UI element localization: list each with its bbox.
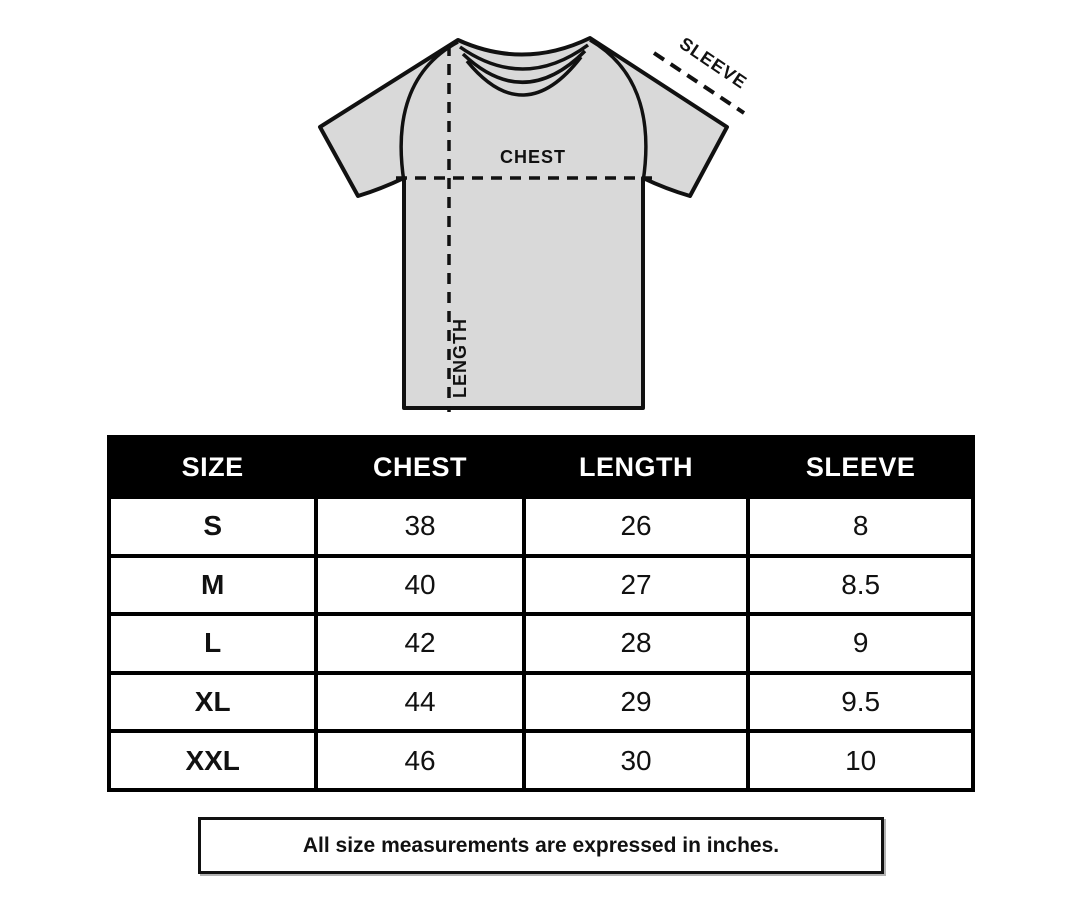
footnote-box: [198, 817, 884, 874]
col-header-length: LENGTH: [524, 437, 749, 497]
table-row: [109, 556, 973, 615]
table-row: [109, 497, 973, 556]
col-header-size: SIZE: [109, 437, 316, 497]
size-cell: XXL: [109, 731, 316, 790]
col-header-chest: CHEST: [316, 437, 523, 497]
sleeve-cell: 10: [748, 731, 973, 790]
sleeve-cell: 8: [748, 497, 973, 556]
table-header-row: [109, 437, 973, 497]
length-cell: 30: [524, 731, 749, 790]
tshirt-diagram: [0, 0, 1080, 430]
chest-cell: 42: [316, 614, 523, 673]
size-table: [107, 435, 975, 792]
length-label: LENGTH: [450, 318, 470, 398]
sleeve-cell: 9: [748, 614, 973, 673]
length-cell: 29: [524, 673, 749, 732]
chest-cell: 46: [316, 731, 523, 790]
size-cell: S: [109, 497, 316, 556]
col-header-sleeve: SLEEVE: [748, 437, 973, 497]
chest-cell: 40: [316, 556, 523, 615]
chest-cell: 44: [316, 673, 523, 732]
length-cell: 28: [524, 614, 749, 673]
chest-label: CHEST: [499, 147, 567, 167]
footnote-text: All size measurements are expressed in inches.: [302, 833, 780, 857]
sleeve-cell: 9.5: [748, 673, 973, 732]
size-cell: M: [109, 556, 316, 615]
table-row: [109, 673, 973, 732]
table-row: [109, 731, 973, 790]
table-row: [109, 614, 973, 673]
sleeve-cell: 8.5: [748, 556, 973, 615]
length-cell: 26: [524, 497, 749, 556]
size-table-container: [107, 435, 975, 792]
length-cell: 27: [524, 556, 749, 615]
size-cell: XL: [109, 673, 316, 732]
chest-cell: 38: [316, 497, 523, 556]
size-cell: L: [109, 614, 316, 673]
sleeve-label: SLEEVE: [675, 33, 751, 93]
